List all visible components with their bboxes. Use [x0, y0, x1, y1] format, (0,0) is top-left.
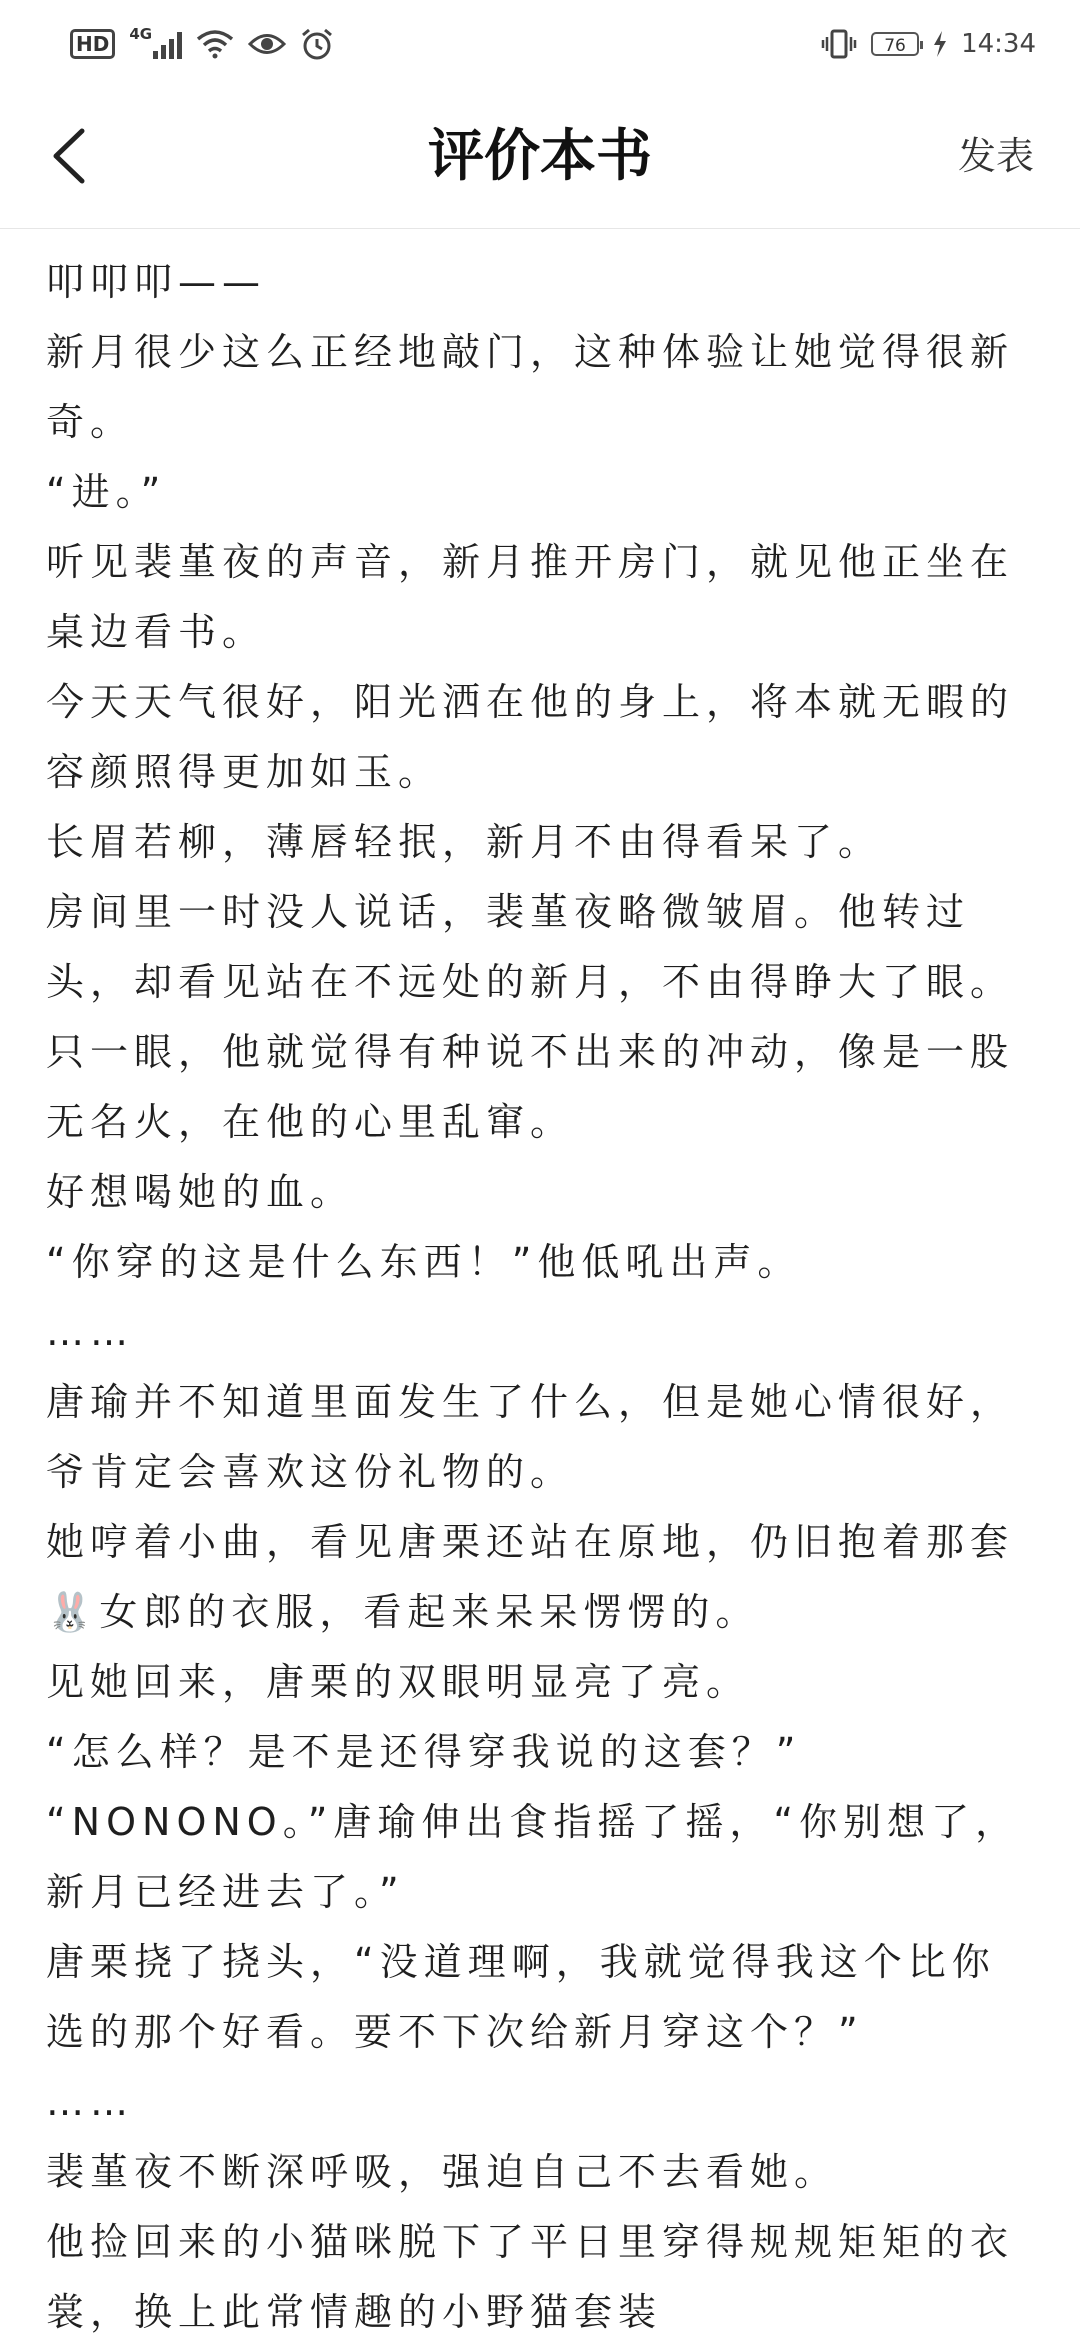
- paragraph: 今天天气很好，阳光洒在他的身上，将本就无暇的容颜照得更加如玉。: [46, 680, 1015, 794]
- page-title: 评价本书: [428, 123, 652, 189]
- publish-button[interactable]: 发表: [957, 134, 1034, 178]
- wifi-icon: [196, 29, 234, 59]
- status-bar: [0, 0, 1080, 88]
- paragraph: ……: [46, 2080, 134, 2124]
- paragraph: 只一眼，他就觉得有种说不出来的冲动，像是一股无名火，在他的心里乱窜。: [46, 1030, 1015, 1144]
- paragraph: 听见裴堇夜的声音，新月推开房门，就见他正坐在桌边看书。: [46, 540, 1015, 654]
- network-type: 4G: [129, 25, 153, 43]
- paragraph: 房间里一时没人说话，裴堇夜略微皱眉。他转过头，却看见站在不远处的新月，不由得睁大了眼。: [46, 890, 1015, 1004]
- paragraph: “进。”: [46, 470, 167, 514]
- paragraph: “怎么样？是不是还得穿我说的这套？”: [46, 1730, 802, 1774]
- paragraph: “你穿的这是什么东西！”他低吼出声。: [46, 1240, 802, 1284]
- alarm-icon: [300, 28, 334, 60]
- paragraph: “NONONO。”唐瑜伸出食指摇了摇，“你别想了，新月已经进去了。”: [46, 1800, 1020, 1914]
- status-right: [821, 28, 1036, 60]
- battery-icon: 76: [871, 32, 919, 56]
- paragraph: 他捡回来的小猫咪脱下了平日里穿得规规矩矩的衣裳，换上此常情趣的小野猫套装: [46, 2220, 1015, 2334]
- paragraph: 见她回来，唐栗的双眼明显亮了亮。: [46, 1660, 751, 1704]
- hd-icon: HD: [70, 29, 115, 59]
- eye-icon: [248, 29, 286, 59]
- paragraph: 唐栗挠了挠头，“没道理啊，我就觉得我这个比你选的那个好看。要不下次给新月穿这个？”: [46, 1940, 996, 2054]
- paragraph: 长眉若柳，薄唇轻抿，新月不由得看呆了。: [46, 820, 883, 864]
- paragraph: 好想喝她的血。: [46, 1170, 355, 1214]
- app-header: [0, 88, 1080, 229]
- paragraph: ……: [46, 1310, 134, 1354]
- charging-icon: [933, 31, 947, 57]
- paragraph: 唐瑜并不知道里面发生了什么，但是她心情很好，爷肯定会喜欢这份礼物的。: [46, 1380, 1015, 1494]
- review-text: [0, 229, 1080, 2340]
- paragraph: 她哼着小曲，看见唐栗还站在原地，仍旧抱着那套🐰女郎的衣服，看起来呆呆愣愣的。: [46, 1520, 1015, 1634]
- signal-icon: [129, 25, 182, 59]
- status-time: 14:34: [961, 29, 1036, 59]
- paragraph: 新月很少这么正经地敲门，这种体验让她觉得很新奇。: [46, 330, 1015, 444]
- status-left: [70, 25, 334, 60]
- paragraph: 叩叩叩——: [46, 260, 267, 304]
- review-content[interactable]: [0, 229, 1080, 2340]
- vibrate-icon: [821, 28, 857, 60]
- paragraph: 裴堇夜不断深呼吸，强迫自己不去看她。: [46, 2150, 839, 2194]
